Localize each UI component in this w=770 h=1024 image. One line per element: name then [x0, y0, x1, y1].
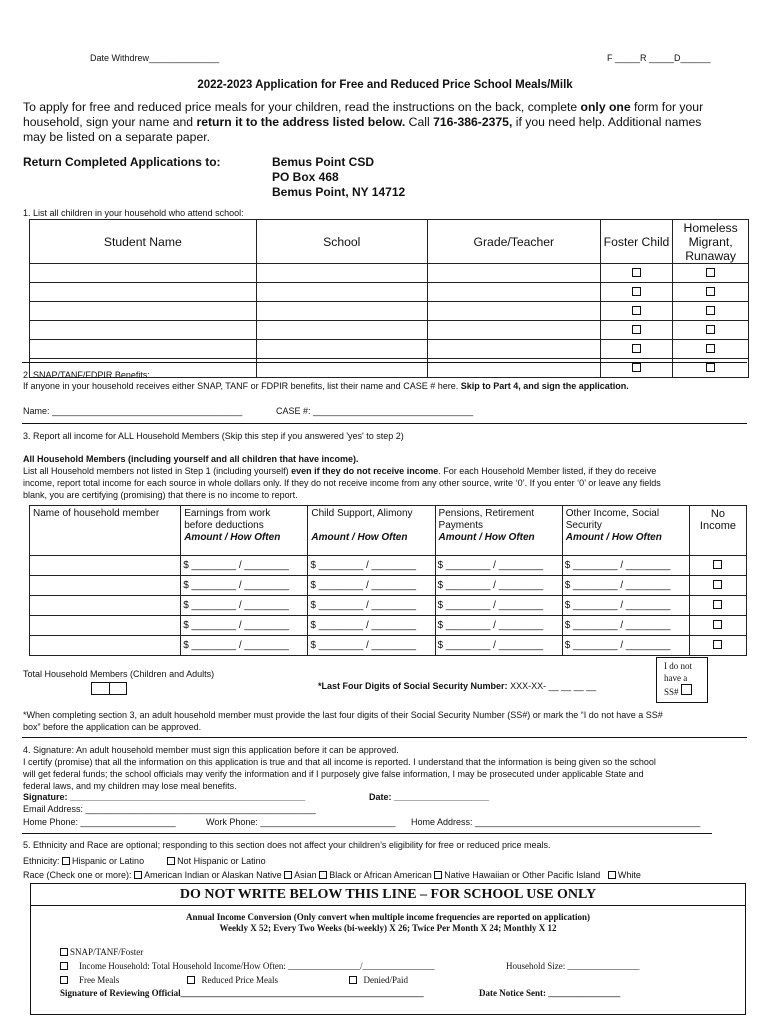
income-household-label: Income Household: Total Household Income/How Often: ________________/________________ — [79, 961, 435, 971]
other-income-cell[interactable]: $ ________ / ________ — [562, 636, 689, 656]
no-ssn-box[interactable] — [656, 657, 708, 703]
total-members-input[interactable] — [91, 682, 127, 695]
school-use-title: DO NOT WRITE BELOW THIS LINE – FOR SCHOOL USE ONLY — [31, 884, 745, 906]
step3-label: 3. Report all income for ALL Household Members (Skip this step if you answered 'yes' to step 2) — [23, 431, 404, 441]
col-earnings-1: Earnings from work — [184, 508, 271, 519]
homeless-checkbox[interactable] — [706, 344, 715, 353]
homeless-checkbox[interactable] — [706, 306, 715, 315]
step5-label: 5. Ethnicity and Race are optional; responding to this section does not affect your children’s eligibility for free or reduced price meals. — [23, 840, 551, 850]
income-conversion-1: Annual Income Conversion (Only convert when multiple income frequencies are reported on application) — [186, 912, 590, 922]
step4-block — [23, 744, 753, 792]
homeless-checkbox[interactable] — [706, 363, 715, 372]
homeless-checkbox[interactable] — [706, 325, 715, 334]
ethnicity-label: Ethnicity: — [23, 856, 60, 866]
income-row[interactable] — [30, 556, 747, 576]
col-pensions — [435, 506, 562, 556]
home-phone-field[interactable]: Home Phone: ___________________ — [23, 817, 176, 827]
col-earnings-amount: Amount / How Often — [184, 532, 281, 543]
intro-paragraph — [23, 100, 753, 145]
race-checkbox-black[interactable] — [319, 871, 327, 879]
race-option-asian: Asian — [294, 870, 317, 880]
child-row[interactable] — [30, 340, 749, 359]
step3-text-1: List all Household members not listed in Step 1 (including yourself) — [23, 466, 289, 476]
divider — [22, 423, 747, 424]
child-support-cell[interactable]: $ ________ / ________ — [308, 616, 435, 636]
step3-text-3: income, report total income for each source in whole dollars only. If they do not receive income from any other source, write ‘0’. If you enter ‘0’ or leave any fields — [23, 478, 661, 488]
no-income-checkbox[interactable] — [713, 600, 722, 609]
homeless-checkbox[interactable] — [706, 268, 715, 277]
reduced-label: Reduced Price Meals — [201, 975, 278, 985]
denied-checkbox[interactable] — [349, 976, 357, 984]
denied-label: Denied/Paid — [363, 975, 408, 985]
divider — [22, 362, 747, 363]
col-homeless-1: Homeless — [683, 220, 738, 235]
col-school: School — [256, 220, 427, 264]
no-income-checkbox[interactable] — [713, 580, 722, 589]
ssn-field[interactable] — [318, 681, 596, 691]
child-row[interactable] — [30, 283, 749, 302]
total-members-label: Total Household Members (Children and Adults) — [23, 669, 215, 679]
col-earnings-2: before deductions — [184, 520, 264, 531]
col-no-income — [689, 506, 746, 556]
race-option-native-hawaiian: Native Hawaiian or Other Pacific Island — [444, 870, 601, 880]
intro-text-1: To apply for free and reduced price meals for your children, read the instructions on the back, complete — [23, 100, 578, 114]
pensions-cell[interactable]: $ ________ / ________ — [435, 636, 562, 656]
return-address-line1: Bemus Point CSD — [272, 155, 375, 169]
foster-checkbox[interactable] — [632, 287, 641, 296]
intro-text-2: form for your — [634, 100, 704, 114]
denied-option — [349, 975, 408, 985]
return-address — [272, 155, 405, 200]
other-income-cell[interactable]: $ ________ / ________ — [562, 596, 689, 616]
col-child-support-amount: Amount / How Often — [311, 532, 408, 543]
return-label: Return Completed Applications to: — [23, 155, 221, 169]
income-household-option — [60, 961, 435, 971]
intro-phone: 716-386-2375, — [433, 115, 513, 129]
date-field[interactable]: Date: ___________________ — [369, 792, 490, 802]
reduced-checkbox[interactable] — [187, 976, 195, 984]
divider — [22, 737, 747, 738]
income-conversion-2: Weekly X 52; Every Two Weeks (bi-weekly) X 26; Twice Per Month X 24; Monthly X 12 — [219, 923, 557, 933]
col-pensions-2: Payments — [438, 520, 484, 531]
col-earnings — [181, 506, 308, 556]
earnings-cell[interactable]: $ ________ / ________ — [181, 616, 308, 636]
snap-checkbox[interactable] — [60, 948, 68, 956]
official-signature-field[interactable]: Signature of Reviewing Official______________________________________________________ — [60, 988, 424, 998]
child-row[interactable] — [30, 321, 749, 340]
child-support-cell[interactable]: $ ________ / ________ — [308, 636, 435, 656]
earnings-cell[interactable]: $ ________ / ________ — [181, 636, 308, 656]
hispanic-label: Hispanic or Latino — [72, 856, 145, 866]
homeless-checkbox[interactable] — [706, 287, 715, 296]
income-row[interactable] — [30, 616, 747, 636]
certify-1: I certify (promise) that all the information on this application is true and that all income is reported. I understand that the information is being given so the school — [23, 757, 656, 767]
step3-instructions — [23, 465, 753, 501]
school-use-box — [30, 883, 746, 1015]
foster-checkbox[interactable] — [632, 268, 641, 277]
household-size-field[interactable]: Household Size: ________________ — [506, 961, 640, 971]
race-checkbox-asian[interactable] — [284, 871, 292, 879]
earnings-cell[interactable]: $ ________ / ________ — [181, 596, 308, 616]
child-row[interactable] — [30, 302, 749, 321]
not-hispanic-label: Not Hispanic or Latino — [177, 856, 266, 866]
step1-label: 1. List all children in your household who attend school: — [23, 208, 244, 218]
snap-label: SNAP/TANF/Foster — [70, 947, 144, 957]
step2-text — [23, 381, 629, 391]
no-ssn-text-1: I do not — [664, 661, 692, 671]
hispanic-checkbox[interactable] — [62, 857, 70, 865]
snap-case-field[interactable]: CASE #: ________________________________ — [276, 406, 474, 416]
snap-option — [60, 947, 143, 957]
free-label: Free Meals — [79, 975, 120, 985]
col-other-2: Security — [565, 520, 602, 531]
income-household-checkbox[interactable] — [60, 962, 68, 970]
intro-text-3: household, sign your name and — [23, 115, 194, 129]
col-other-income — [562, 506, 689, 556]
earnings-cell[interactable]: $ ________ / ________ — [181, 556, 308, 576]
pensions-cell[interactable]: $ ________ / ________ — [435, 576, 562, 596]
col-student-name: Student Name — [30, 220, 257, 264]
col-other-1: Other Income, Social — [565, 508, 660, 519]
step2-skip: Skip to Part 4, and sign the application. — [460, 381, 629, 391]
return-address-line3: Bemus Point, NY 14712 — [272, 185, 406, 199]
signature-field[interactable]: Signature: _______________________________________________ — [23, 792, 306, 802]
date-notice-field[interactable]: Date Notice Sent: ________________ — [479, 988, 621, 998]
ethnicity-row — [23, 856, 266, 866]
race-option-white: White — [617, 870, 641, 880]
child-support-cell[interactable]: $ ________ / ________ — [308, 596, 435, 616]
intro-only-one: only one — [580, 100, 631, 114]
no-income-checkbox[interactable] — [713, 620, 722, 629]
income-row[interactable] — [30, 576, 747, 596]
earnings-cell[interactable]: $ ________ / ________ — [181, 576, 308, 596]
col-child-support-1: Child Support, Alimony — [311, 508, 413, 519]
step4-label: 4. Signature: An adult household member must sign this application before it can be approved. — [23, 745, 399, 755]
foster-checkbox[interactable] — [632, 325, 641, 334]
pensions-cell[interactable]: $ ________ / ________ — [435, 556, 562, 576]
col-child-support — [308, 506, 435, 556]
race-row — [23, 870, 641, 880]
income-conversion — [31, 912, 745, 934]
ssn-note-2: box” before the application can be approved. — [23, 722, 202, 732]
step2-instructions: If anyone in your household receives either SNAP, TANF or FDPIR benefits, list their name and CASE # here. — [23, 381, 459, 391]
snap-name-field[interactable]: Name: ______________________________________ — [23, 406, 243, 416]
col-member-name: Name of household member — [30, 506, 181, 556]
col-foster-child: Foster Child — [600, 220, 673, 264]
step3-text-4: blank, you are certifying (promising) that there is no income to report. — [23, 490, 298, 500]
other-income-cell[interactable]: $ ________ / ________ — [562, 576, 689, 596]
other-income-cell[interactable]: $ ________ / ________ — [562, 616, 689, 636]
race-checkbox-white[interactable] — [608, 871, 616, 879]
income-row[interactable] — [30, 596, 747, 616]
race-checkbox-native-hawaiian[interactable] — [434, 871, 442, 879]
col-no-income-1: No — [710, 508, 725, 520]
ssn-note-1: *When completing section 3, an adult household member must provide the last four digits of their Social Security Number (SS#) or mark the “I do not have a SS# — [23, 710, 663, 720]
pensions-cell[interactable]: $ ________ / ________ — [435, 596, 562, 616]
free-option — [60, 975, 119, 985]
certify-2: will get federal funds; the school officials may verify the information and if I purposely give false information, I may be prosecuted under applicable State and — [23, 769, 644, 779]
col-pensions-1: Pensions, Retirement — [438, 508, 535, 519]
reduced-option — [187, 975, 278, 985]
col-homeless-2: Migrant, — [688, 234, 733, 249]
ssn-note — [23, 709, 753, 733]
intro-text-6: may be listed on a separate paper. — [23, 130, 210, 144]
foster-checkbox[interactable] — [632, 344, 641, 353]
no-income-checkbox[interactable] — [713, 640, 722, 649]
office-frd-field: F _____R _____D______ — [607, 53, 711, 63]
step2-label: 2. SNAP/TANF/FDPIR Benefits: — [23, 370, 150, 380]
no-ssn-text-2: have a — [664, 673, 688, 683]
email-field[interactable]: Email Address: ______________________________________________ — [23, 804, 316, 814]
home-address-field[interactable]: Home Address: _____________________________________________ — [411, 817, 701, 827]
intro-text-5: if you need help. Additional names — [515, 115, 702, 129]
col-homeless-3: Runaway — [685, 248, 737, 263]
race-option-black: Black or African American — [329, 870, 432, 880]
col-homeless — [673, 220, 749, 264]
form-title: 2022-2023 Application for Free and Reduced Price School Meals/Milk — [197, 79, 573, 91]
certify-3: federal laws, and my children may lose meal benefits. — [23, 781, 237, 791]
no-ssn-text-3: SS# — [664, 687, 679, 697]
col-grade-teacher: Grade/Teacher — [427, 220, 600, 264]
step3-even-if: even if they do not receive income — [291, 466, 439, 476]
col-pensions-amount: Amount / How Often — [438, 532, 535, 543]
race-option-american-indian: American Indian or Alaskan Native — [144, 870, 282, 880]
child-row[interactable] — [30, 264, 749, 283]
divider — [22, 833, 712, 834]
income-table — [29, 505, 747, 656]
foster-checkbox[interactable] — [632, 306, 641, 315]
foster-checkbox[interactable] — [632, 363, 641, 372]
child-support-cell[interactable]: $ ________ / ________ — [308, 576, 435, 596]
pensions-cell[interactable]: $ ________ / ________ — [435, 616, 562, 636]
step3-all-members: All Household Members (including yourself and all children that have income). — [23, 454, 359, 464]
step3-text-2: . For each Household Member listed, if they do receive — [438, 466, 657, 476]
no-income-checkbox[interactable] — [713, 560, 722, 569]
not-hispanic-checkbox[interactable] — [167, 857, 175, 865]
date-withdrew-field[interactable]: Date Withdrew______________ — [90, 53, 220, 63]
income-row[interactable] — [30, 636, 747, 656]
intro-return-it: return it to the address listed below. — [196, 115, 406, 129]
child-support-cell[interactable]: $ ________ / ________ — [308, 556, 435, 576]
col-no-income-2: Income — [699, 520, 736, 532]
col-other-amount: Amount / How Often — [565, 532, 662, 543]
ssn-value: XXX-XX- __ __ __ __ — [510, 681, 597, 691]
return-address-line2: PO Box 468 — [272, 170, 339, 184]
ssn-label: *Last Four Digits of Social Security Number: — [318, 681, 508, 691]
intro-text-4: Call — [408, 115, 430, 129]
race-checkbox-american-indian[interactable] — [134, 871, 142, 879]
other-income-cell[interactable]: $ ________ / ________ — [562, 556, 689, 576]
free-checkbox[interactable] — [60, 976, 68, 984]
children-table — [29, 219, 749, 378]
no-ssn-checkbox[interactable] — [681, 684, 692, 695]
work-phone-field[interactable]: Work Phone: ___________________________ — [206, 817, 396, 827]
race-label: Race (Check one or more): — [23, 870, 132, 880]
